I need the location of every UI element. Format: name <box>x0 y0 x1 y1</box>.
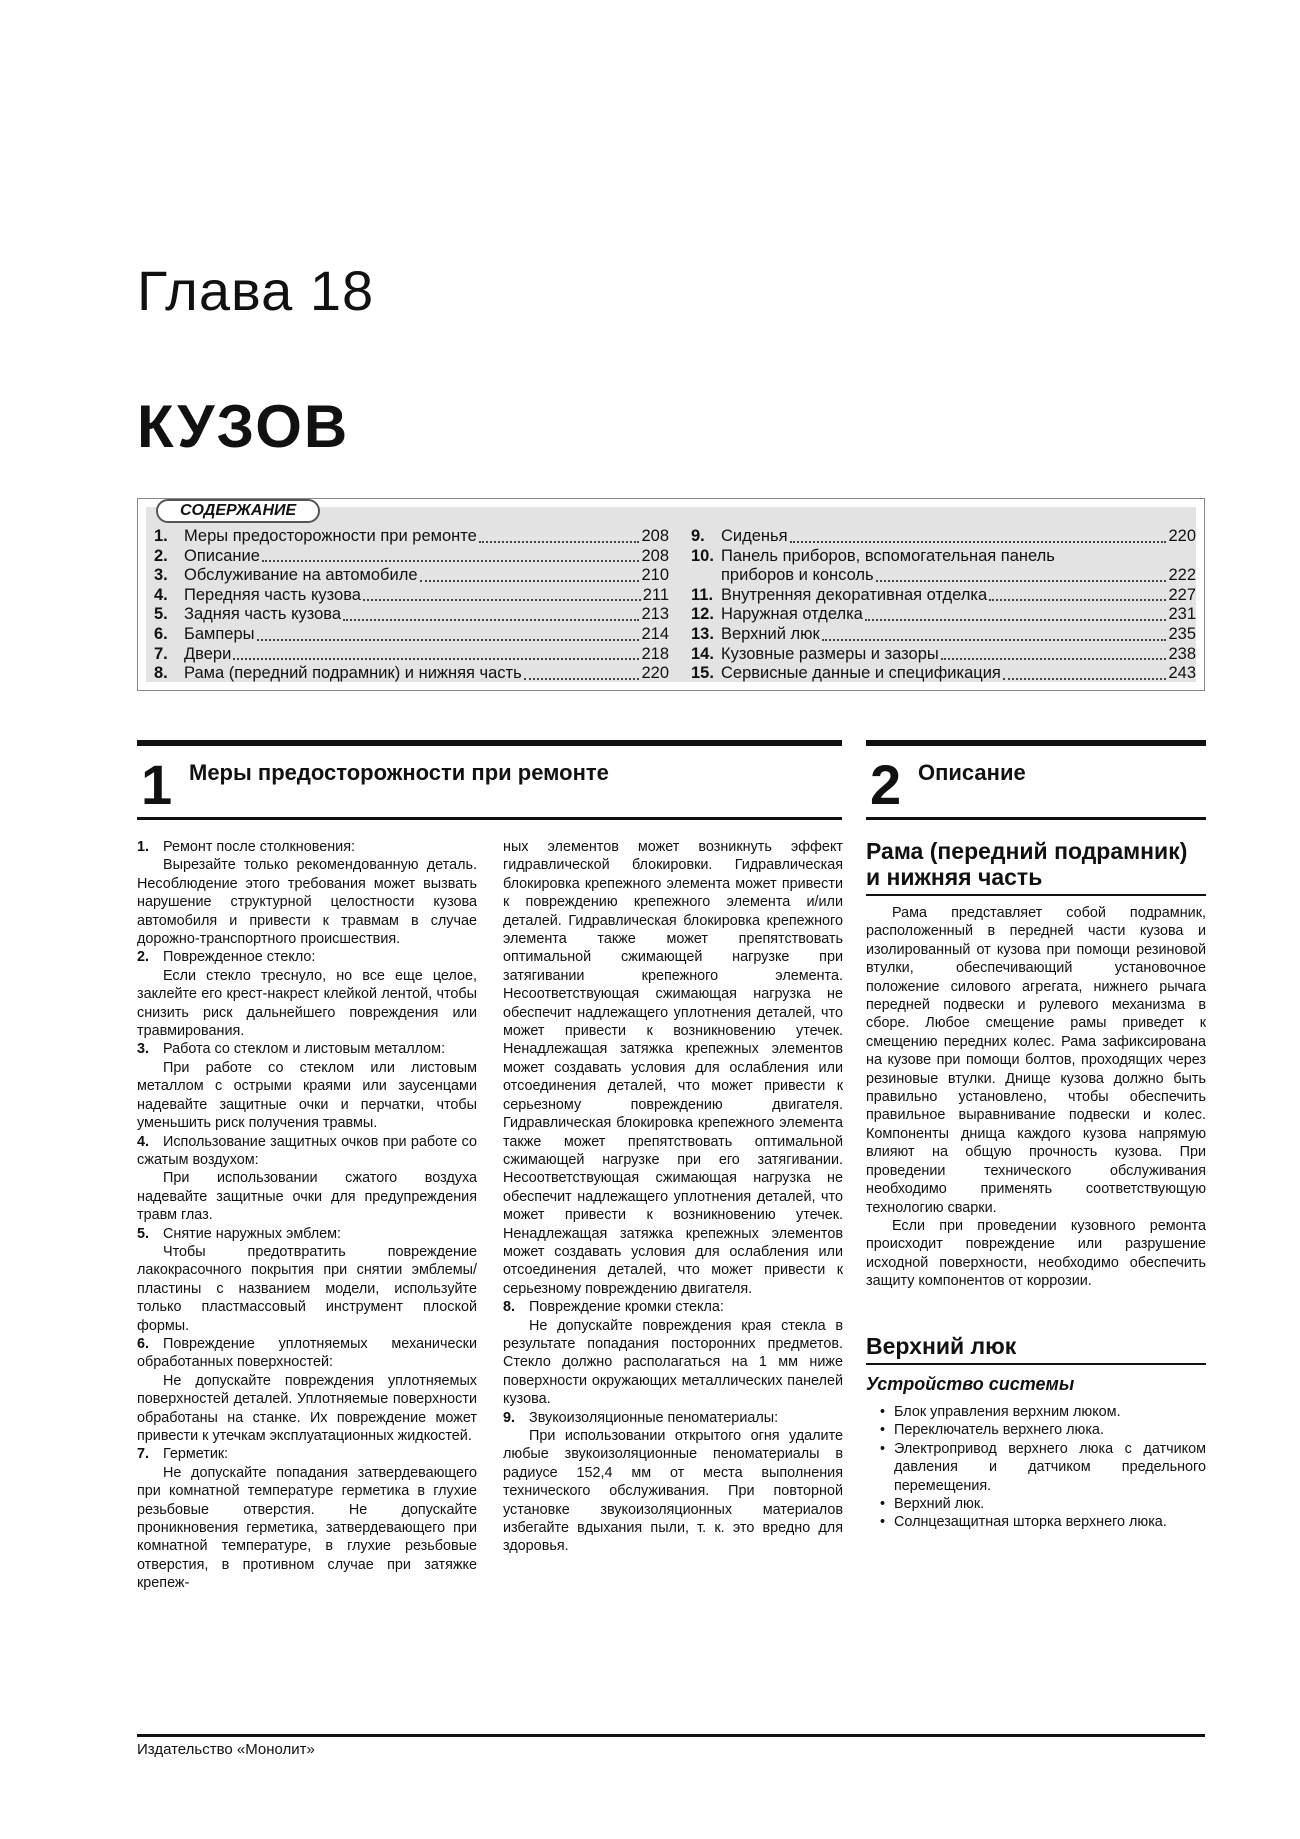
table-of-contents <box>137 498 1205 691</box>
item-number: 3. <box>137 1041 150 1058</box>
toc-entry-number: 14. <box>691 644 714 663</box>
toc-dot-leader <box>262 560 640 562</box>
toc-entry-number: 9. <box>691 527 705 545</box>
toc-entry-number: 15. <box>691 664 714 683</box>
component-list <box>866 1403 1206 1532</box>
toc-dot-leader <box>420 580 640 582</box>
sunroof-heading: Верхний люк <box>866 1333 1206 1365</box>
toc-dot-leader <box>233 658 639 660</box>
toc-dot-leader <box>1003 678 1167 680</box>
toc-entry <box>691 645 1196 665</box>
section-2-header <box>866 740 1206 820</box>
toc-dot-leader <box>343 619 639 621</box>
toc-entry-title: Кузовные размеры и зазоры <box>721 644 939 663</box>
toc-entry <box>154 586 669 606</box>
toc-entry-page: 218 <box>641 644 669 663</box>
item-heading-text: Поврежденное стекло: <box>163 949 316 966</box>
publisher-footer: Издательство «Монолит» <box>137 1741 315 1758</box>
section-1-header <box>137 740 842 820</box>
item-number: 1. <box>137 839 150 855</box>
item-heading-text: Ремонт после столкновения: <box>163 839 356 855</box>
toc-entry <box>691 586 1196 606</box>
chapter-heading: Глава 18 <box>137 259 375 322</box>
item-number: 9. <box>503 1409 516 1426</box>
item-paragraph: Чтобы предотвратить повреждение лакокрасочного покрытия при снятии эмблемы/пластины с названием модели, используйте только пластмассовый инструмент плоской формы. <box>137 1243 477 1334</box>
toc-entry-page: 210 <box>641 566 669 585</box>
toc-label: СОДЕРЖАНИЕ <box>156 499 320 523</box>
frame-heading: Рама (передний подрамник) и нижняя часть <box>866 838 1206 896</box>
item-paragraph: При использовании открытого огня удалите любые звукоизоляционные пеноматериалы в радиусе 152,4 мм от места выполнения технического обслуживания. При повторной установке звукоизоляционных материалов избегайте вдыхания пыли, т. к. это вредно для здоровья. <box>503 1428 843 1555</box>
toc-entry-title: Бамперы <box>184 624 255 643</box>
list-item: • Переключатель верхнего люка. <box>866 1421 1206 1439</box>
toc-entry <box>691 547 1196 567</box>
toc-entry-page: 220 <box>641 664 669 683</box>
item-number: 8. <box>503 1299 516 1316</box>
section-2-number: 2 <box>870 753 902 816</box>
toc-dot-leader <box>822 639 1167 641</box>
toc-dot-leader <box>989 599 1166 601</box>
toc-dot-leader <box>524 678 640 680</box>
toc-entry <box>154 605 669 625</box>
toc-entry-title: Передняя часть кузова <box>184 585 361 604</box>
toc-entry-page: 238 <box>1168 644 1196 663</box>
numbered-item-heading <box>137 1225 477 1243</box>
toc-right-column <box>691 527 1196 684</box>
item-paragraph: Если стекло треснуло, но все еще целое, заклейте его крест-накрест клейкой лентой, чтобы снизить риск дальнейшего повреждения или травмирования. <box>137 967 477 1040</box>
item-heading-text: Использование защитных очков при работе со сжатым воздухом: <box>137 1133 477 1168</box>
toc-entry-title: Описание <box>184 546 260 565</box>
toc-entry-title: Обслуживание на автомобиле <box>184 566 418 585</box>
item-heading-text: Снятие наружных эмблем: <box>163 1225 341 1242</box>
toc-left-column <box>154 527 669 684</box>
item-heading-text: Работа со стеклом и листовым металлом: <box>163 1041 446 1058</box>
numbered-item-heading <box>137 1445 477 1463</box>
toc-entry-page: 222 <box>1168 566 1196 585</box>
toc-entry <box>691 527 1196 547</box>
toc-entry-number: 3. <box>154 566 168 585</box>
toc-background <box>146 502 1196 683</box>
continued-paragraph: ных элементов может возникнуть эффект гидравлической блокировки. Гидравлическая блокировка крепежного элемента может привести к повреждению крепежного элемента и/или деталей. Гидравлическая блокировка крепежного элемента также может препятствовать оптимальной сжимающей нагрузке при затягивании крепежного элемента. Несоответствующая сжимающая нагрузка не обеспечит надлежащего уплотнения деталей, что может привести к возникновению утечек. Ненадлежащая затяжка крепежных элементов может создавать условия для ослабления или отсоединения деталей, что может привести к серьезному повреждению двигателя. Гидравлическая блокировка крепежного элемента также может препятствовать оптимальной сжимающей нагрузке при его затягивании. Несоответствующая сжимающая нагрузка не обеспечит надлежащего уплотнения деталей, что может привести к возникновению утечек. Ненадлежащая затяжка крепежных элементов может создавать условия для ослабления или отсоединения деталей, что может привести к серьезному повреждению двигателя. <box>503 839 843 1297</box>
toc-dot-leader <box>790 541 1167 543</box>
toc-entry-number: 7. <box>154 644 168 663</box>
toc-entry-page: 235 <box>1168 624 1196 643</box>
toc-entry-title: Наружная отделка <box>721 605 863 624</box>
numbered-item-heading <box>137 1040 477 1058</box>
item-number: 5. <box>137 1225 150 1242</box>
toc-dot-leader <box>876 580 1167 582</box>
toc-entry-title-cont: приборов и консоль <box>721 566 874 585</box>
toc-entry-number: 11. <box>691 585 714 604</box>
toc-entry-title: Рама (передний подрамник) и нижняя часть <box>184 664 522 683</box>
toc-entry <box>154 625 669 645</box>
item-number: 4. <box>137 1133 150 1150</box>
item-heading-text: Герметик: <box>163 1446 229 1463</box>
item-number: 7. <box>137 1446 150 1463</box>
frame-paragraph-1: Рама представляет собой подрамник, расположенный в передней части кузова и изолированный от кузова при помощи резиновой втулки, обеспечивающий установочное положение силового агрегата, нижнего рычага передней подвески и рулевого механизма в сборе. Любое смещение рамы приведет к смещению передних колес. Рама зафиксирована на кузове при помощи болтов, проходящих через резиновые втулки. Днище кузова должно быть правильно установлено, чтобы обеспечить правильное выравнивание подвески и колес. Компоненты днища каждого кузова напрямую влияют на общую прочность кузова. При проведении технического обслуживания необходимо применять соответствующую технологию сварки. <box>866 905 1206 1216</box>
numbered-item-heading <box>137 1335 477 1372</box>
list-item: • Солнцезащитная шторка верхнего люка. <box>866 1513 1206 1531</box>
toc-dot-leader <box>257 639 640 641</box>
toc-entry-title: Сиденья <box>721 527 788 545</box>
footer-rule <box>137 1734 1205 1737</box>
toc-entry-title: Задняя часть кузова <box>184 605 342 624</box>
toc-entry-number: 8. <box>154 664 168 683</box>
toc-entry-number: 12. <box>691 605 714 624</box>
toc-entry-title: Верхний люк <box>721 624 820 643</box>
toc-entry-continued <box>691 566 1196 586</box>
numbered-item-heading <box>137 838 477 856</box>
toc-entry-page: 208 <box>641 546 669 565</box>
item-paragraph: Не допускайте попадания затвердевающего при комнатной температуре герметика в глухие резьбовые отверстия. Не допускайте проникновения герметика, затвердевающего при комнатной температуре, в глухие резьбовые отверстия, в противном случае при затяжке крепеж- <box>137 1464 477 1592</box>
item-heading-text: Повреждение кромки стекла: <box>529 1299 724 1316</box>
item-heading-text: Повреждение уплотняемых механически обработанных поверхностей: <box>137 1335 477 1371</box>
item-paragraph: Не допускайте повреждения уплотняемых поверхностей деталей. Уплотняемые поверхности обработаны на станке. Их повреждение может привести к утечкам эксплуатационных жидкостей. <box>137 1372 477 1444</box>
toc-entry-title: Внутренняя декоративная отделка <box>721 585 988 604</box>
toc-entry-number: 5. <box>154 605 168 624</box>
section-1-title: Меры предосторожности при ремонте <box>189 760 609 785</box>
toc-entry-number: 13. <box>691 624 714 643</box>
item-number: 2. <box>137 949 150 966</box>
toc-dot-leader <box>941 658 1167 660</box>
item-paragraph: При использовании сжатого воздуха надевайте защитные очки для предупреждения травм глаз. <box>137 1170 477 1224</box>
toc-entry-title: Двери <box>184 644 232 663</box>
numbered-item-heading <box>137 1133 477 1170</box>
toc-entry-number: 6. <box>154 624 168 643</box>
toc-entry <box>154 527 669 547</box>
toc-entry <box>154 566 669 586</box>
toc-dot-leader <box>479 541 640 543</box>
section-1-number: 1 <box>141 753 173 816</box>
text-column-3 <box>866 838 1206 1532</box>
toc-entry <box>154 664 669 684</box>
toc-entry-number: 10. <box>691 546 714 565</box>
numbered-item-heading <box>503 1409 843 1427</box>
page-title: КУЗОВ <box>137 393 350 460</box>
item-paragraph: Не допускайте повреждения края стекла в результате попадания посторонних предметов. Стекло должно располагаться на 1 мм ниже поверхности окружающих металлических панелей кузова. <box>503 1317 843 1408</box>
item-heading-text: Звукоизоляционные пеноматериалы: <box>529 1409 779 1426</box>
toc-entry-number: 4. <box>154 585 168 604</box>
toc-entry-number: 1. <box>154 527 168 545</box>
toc-entry-number: 2. <box>154 546 168 565</box>
toc-dot-leader <box>363 599 641 601</box>
frame-paragraph-2: Если при проведении кузовного ремонта происходит повреждение или разрушение исходной поверхности, необходимо обеспечить защиту компонентов от коррозии. <box>866 1217 1206 1290</box>
toc-entry-title: Сервисные данные и спецификация <box>721 664 1001 683</box>
toc-entry-page: 213 <box>641 605 669 624</box>
item-paragraph: При работе со стеклом или листовым металлом с острыми краями или заусенцами надевайте защитные очки и перчатки, чтобы уменьшить риск получения травмы. <box>137 1059 477 1132</box>
item-number: 6. <box>137 1335 150 1352</box>
section-2-title: Описание <box>918 760 1026 785</box>
toc-entry-page: 211 <box>642 585 669 604</box>
list-item: • Электропривод верхнего люка с датчиком давления и датчиком предельного перемещения. <box>866 1440 1206 1495</box>
toc-entry-page: 208 <box>641 527 669 545</box>
numbered-item-heading <box>503 1298 843 1316</box>
list-item: • Верхний люк. <box>866 1495 1206 1513</box>
text-column-1 <box>137 838 477 1593</box>
list-item: • Блок управления верхним люком. <box>866 1403 1206 1421</box>
toc-entry-page: 214 <box>641 624 669 643</box>
text-column-2 <box>503 838 843 1556</box>
toc-entry <box>691 664 1196 684</box>
toc-entry <box>691 605 1196 625</box>
toc-entry <box>691 625 1196 645</box>
toc-entry-title: Меры предосторожности при ремонте <box>184 527 477 545</box>
numbered-item-heading <box>137 948 477 966</box>
toc-entry-page: 220 <box>1168 527 1196 545</box>
toc-entry <box>154 645 669 665</box>
toc-entry-page: 243 <box>1168 664 1196 683</box>
toc-entry-page: 227 <box>1168 585 1196 604</box>
toc-dot-leader <box>865 619 1167 621</box>
toc-entry-title: Панель приборов, вспомогательная панель <box>721 546 1055 565</box>
item-paragraph: Вырезайте только рекомендованную деталь. Несоблюдение этого требования может вызвать нарушение структурной целостности кузова автомобиля и привести к травмам в случае дорожно-транспортного происшествия. <box>137 857 477 948</box>
system-structure-heading: Устройство системы <box>866 1373 1075 1394</box>
toc-entry <box>154 547 669 567</box>
toc-entry-page: 231 <box>1168 605 1196 624</box>
